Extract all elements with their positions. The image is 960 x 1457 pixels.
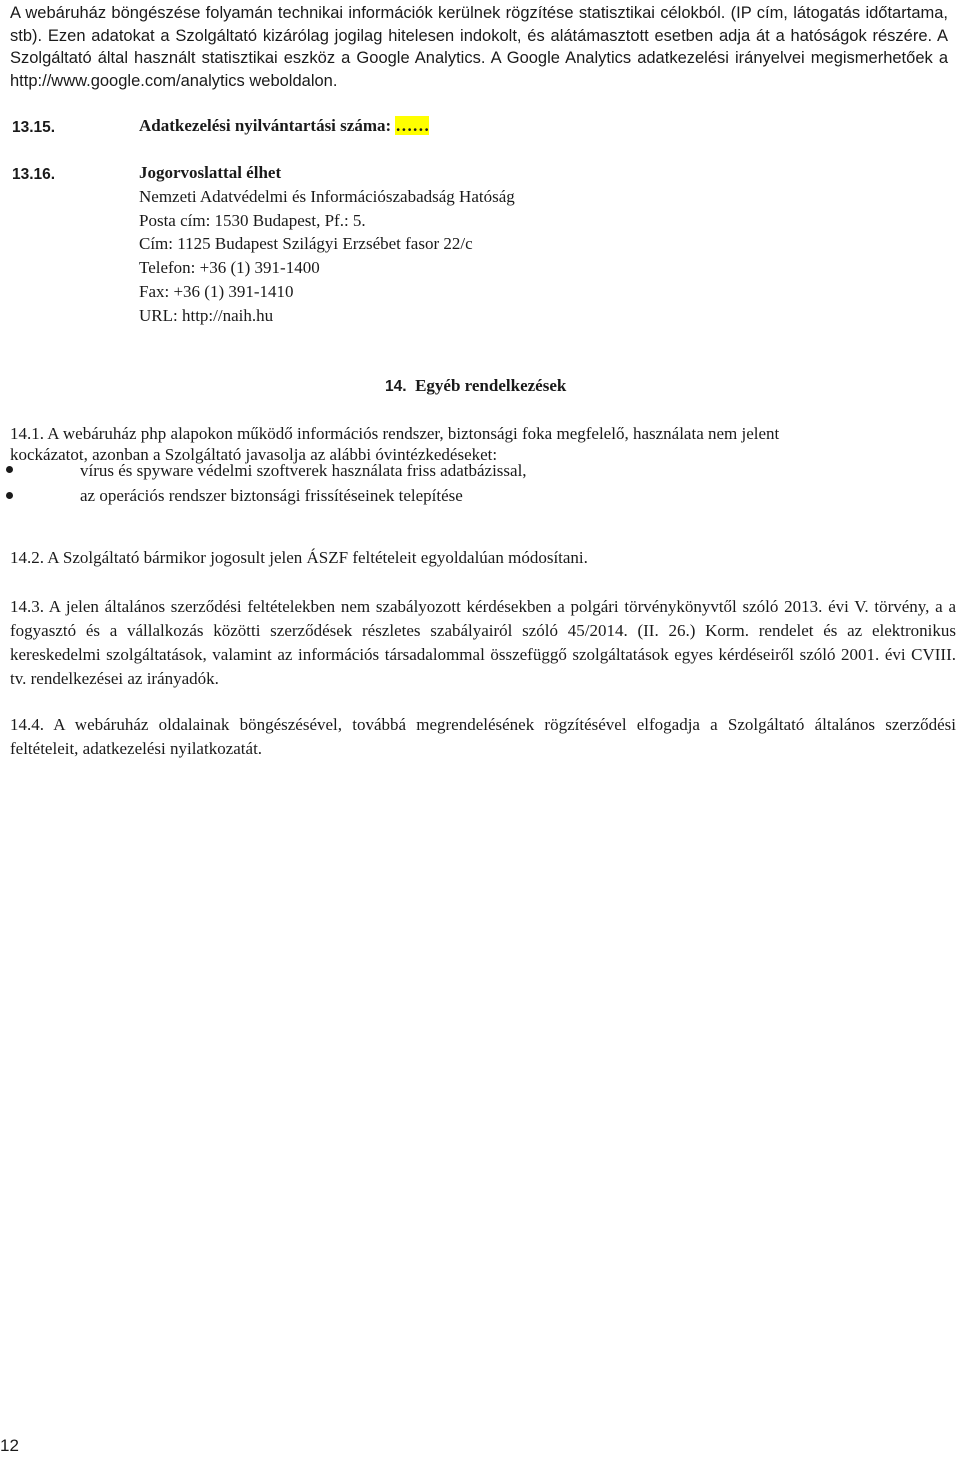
bullet-dot	[6, 492, 13, 499]
authority-postal-address: Posta cím: 1530 Budapest, Pf.: 5.	[139, 211, 366, 230]
section-13-16-title: Jogorvoslattal élhet	[139, 163, 282, 182]
section-13-15-number: 13.15.	[12, 119, 56, 136]
bullet-dot	[6, 466, 13, 473]
p143-text: 14.3. A jelen általános szerződési feltételekben nem szabályozott kérdésekben a polgári törvénykönyvtől szóló 2013. évi V. törvény, a a fogyasztó és a vállalkozás közötti szerződések részletes szabályairól szóló 45/2014. (II. 26.) Korm. rendelet és az elektronikus kereskedelmi szolgáltatások, valamint az információs társadalommal összefüggő szolgáltatások egyes kérdéseiről szóló 2001. évi CVIII. tv. rendelkezései az irányadók.	[10, 597, 956, 688]
p142-text: 14.2. A Szolgáltató bármikor jogosult jelen ÁSZF feltételeit egyoldalúan módosítani.	[10, 548, 588, 567]
authority-fax: Fax: +36 (1) 391-1410	[139, 282, 294, 301]
section-14-heading	[385, 376, 566, 396]
p144-paragraph	[10, 713, 956, 761]
intro-text: A webáruház böngészése folyamán technikai információk kerülnek rögzítése statisztikai célokból. (IP cím, látogatás időtartama, stb). Ezen adatokat a Szolgáltató kizárólag jogilag hitelesen indokolt, és alátámasztott esetben adja át a hatóságok részére. A Szolgáltató által használt statisztikai eszköz a Google Analytics. A Google Analytics adatkezelési irányelvei megismerhetőek a http://www.google.com/analytics weboldalon.	[10, 4, 948, 90]
authority-url: URL: http://naih.hu	[139, 306, 274, 325]
section-14-title: Egyéb rendelkezések	[415, 376, 567, 395]
authority-name: Nemzeti Adatvédelmi és Információszabadság Hatóság	[139, 187, 515, 206]
p143-paragraph	[10, 595, 956, 691]
registration-number-placeholder: ……	[395, 116, 430, 135]
section-13-15-label: Adatkezelési nyilvántartási száma:	[139, 116, 396, 135]
authority-phone: Telefon: +36 (1) 391-1400	[139, 258, 320, 277]
p141-line2: kockázatot, azonban a Szolgáltató javasolja az alábbi óvintézkedéseket:	[10, 445, 498, 464]
page-number: 12	[0, 1436, 19, 1455]
section-13-15-heading	[139, 116, 429, 136]
bullet-item-antivirus: vírus és spyware védelmi szoftverek használata friss adatbázissal,	[80, 461, 527, 480]
intro-paragraph	[10, 2, 948, 92]
authority-address: Cím: 1125 Budapest Szilágyi Erzsébet fasor 22/c	[139, 234, 473, 253]
section-14-number: 14.	[385, 378, 407, 395]
section-13-16-number: 13.16.	[12, 166, 56, 183]
bullet-item-os-updates: az operációs rendszer biztonsági frissítéseinek telepítése	[80, 486, 463, 505]
p141-line1: 14.1. A webáruház php alapokon működő információs rendszer, biztonsági foka megfelelő, használata nem jelent	[10, 424, 780, 443]
p144-text: 14.4. A webáruház oldalainak böngészésével, továbbá megrendelésének rögzítésével elfogadja a Szolgáltató általános szerződési feltételeit, adatkezelési nyilatkozatát.	[10, 715, 956, 758]
